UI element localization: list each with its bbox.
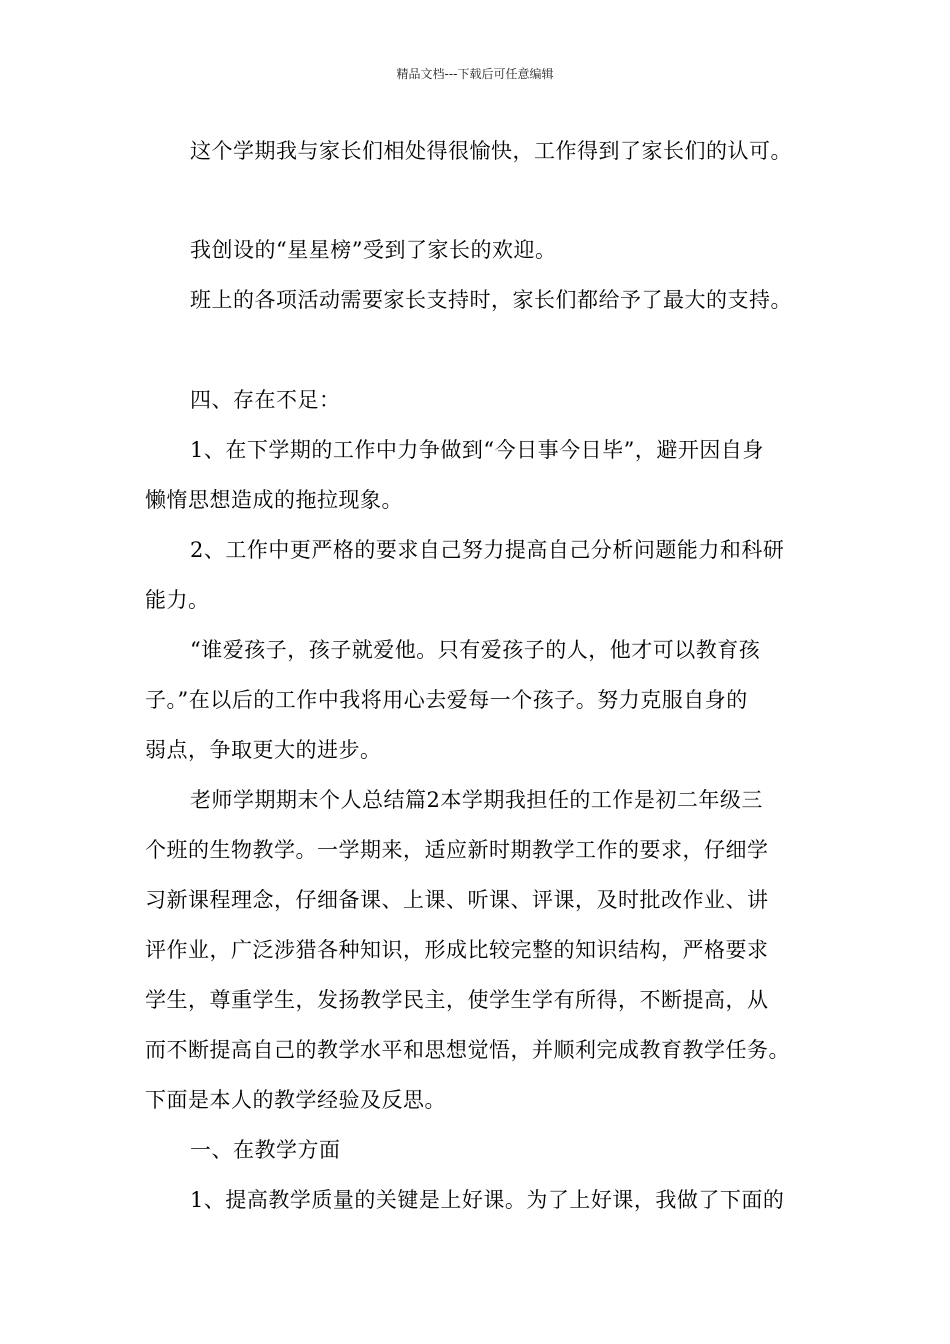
text-line: “谁爱孩子，孩子就爱他。只有爱孩子的人，他才可以教育孩: [190, 638, 761, 662]
text-line: 下面是本人的教学经验及反思。: [145, 1088, 446, 1112]
text-line: 子。”在以后的工作中我将用心去爱每一个孩子。努力克服自身的: [145, 688, 748, 712]
text-line: 1、在下学期的工作中力争做到“今日事今日毕”，避开因自身: [190, 438, 764, 462]
text-line: 2、工作中更严格的要求自己努力提高自己分析问题能力和科研: [190, 538, 785, 562]
text-line: 学生，尊重学生，发扬教学民主，使学生学有所得，不断提高，从: [145, 988, 769, 1012]
text-line: 1、提高教学质量的关键是上好课。为了上好课，我做了下面的: [190, 1188, 785, 1212]
text-line: 班上的各项活动需要家长支持时，家长们都给予了最大的支持。: [190, 288, 792, 312]
section-heading: 一、在教学方面: [190, 1138, 341, 1162]
text-line: 而不断提高自己的教学水平和思想觉悟，并顺利完成教育教学任务。: [145, 1038, 790, 1062]
text-line: 评作业，广泛涉猎各种知识，形成比较完整的知识结构，严格要求: [145, 938, 769, 962]
section-heading: 四、存在不足：: [190, 388, 341, 412]
text-line: 弱点，争取更大的进步。: [145, 738, 382, 762]
text-line: 我创设的“星星榜”受到了家长的欢迎。: [190, 238, 557, 262]
page-header: 精品文档---下载后可任意编辑: [396, 67, 554, 81]
text-line: 个班的生物教学。一学期来，适应新时期教学工作的要求，仔细学: [145, 838, 769, 862]
text-line: 懒惰思想造成的拖拉现象。: [145, 488, 403, 512]
text-line: 这个学期我与家长们相处得很愉快，工作得到了家长们的认可。: [190, 139, 792, 163]
text-line: 能力。: [145, 588, 210, 612]
text-line: 老师学期期末个人总结篇2本学期我担任的工作是初二年级三: [190, 788, 763, 812]
text-line: 习新课程理念，仔细备课、上课、听课、评课，及时批改作业、讲: [145, 888, 769, 912]
